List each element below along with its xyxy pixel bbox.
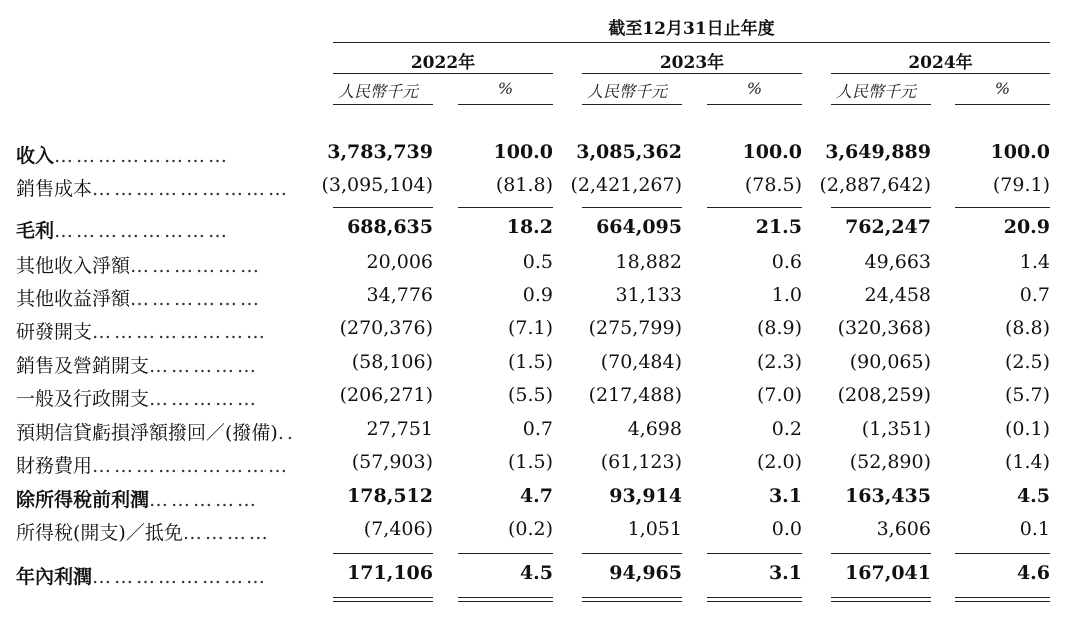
leader-dots: …………………… xyxy=(92,566,269,588)
cell-amount-2023: 4,698 xyxy=(627,418,682,440)
row-label-text: 財務費用 xyxy=(16,455,93,477)
subtotal-rule xyxy=(955,553,1050,554)
cell-amount-2023: (70,484) xyxy=(600,351,682,373)
subtotal-rule xyxy=(458,207,553,208)
cell-pct-2023: (8.9) xyxy=(756,317,802,339)
cell-pct-2022: (5.5) xyxy=(507,384,553,406)
cell-amount-2023: (61,123) xyxy=(600,451,682,473)
total-double-rule xyxy=(582,597,682,602)
cell-amount-2022: 34,776 xyxy=(366,284,433,306)
leader-dots: …………………… xyxy=(92,321,269,343)
cell-amount-2022: (58,106) xyxy=(351,351,433,373)
cell-amount-2024: 3,606 xyxy=(876,518,931,540)
row-label xyxy=(16,284,306,311)
cell-amount-2022: (270,376) xyxy=(339,317,433,339)
unit-pct-2024: % xyxy=(994,79,1011,98)
cell-pct-2024: (0.1) xyxy=(1004,418,1050,440)
subtotal-rule xyxy=(458,553,553,554)
row-label-text: 年內利潤 xyxy=(16,566,93,588)
cell-pct-2022: 0.9 xyxy=(522,284,553,306)
cell-amount-2023: 18,882 xyxy=(615,251,682,273)
cell-amount-2024: (1,351) xyxy=(861,418,931,440)
row-label xyxy=(16,351,306,378)
leader-dots: …………… xyxy=(149,355,260,377)
row-label xyxy=(16,451,306,478)
cell-pct-2022: 18.2 xyxy=(506,216,553,238)
cell-pct-2022: (1.5) xyxy=(507,351,553,373)
cell-amount-2023: 1,051 xyxy=(627,518,682,540)
cell-pct-2024: 20.9 xyxy=(1003,216,1050,238)
row-label xyxy=(16,317,306,344)
unit-rule xyxy=(458,104,553,105)
row-label xyxy=(16,518,306,545)
cell-amount-2024: 24,458 xyxy=(864,284,931,306)
cell-pct-2024: (5.7) xyxy=(1004,384,1050,406)
row-label-text: 銷售及營銷開支 xyxy=(16,355,150,377)
row-label-text: 所得稅(開支)／抵免 xyxy=(16,522,183,544)
header-rule xyxy=(333,42,1050,43)
leader-dots: …………… xyxy=(149,388,260,410)
total-double-rule xyxy=(333,597,433,602)
cell-amount-2022: 20,006 xyxy=(366,251,433,273)
cell-pct-2023: 0.0 xyxy=(771,518,802,540)
subtotal-rule xyxy=(831,553,931,554)
leader-dots: ……………………… xyxy=(92,455,291,477)
total-double-rule xyxy=(831,597,931,602)
cell-amount-2023: (2,421,267) xyxy=(570,174,682,196)
cell-pct-2024: (2.5) xyxy=(1004,351,1050,373)
cell-pct-2023: 100.0 xyxy=(742,141,802,163)
cell-pct-2023: (78.5) xyxy=(744,174,802,196)
cell-amount-2022: 688,635 xyxy=(347,216,433,238)
leader-dots: …………………… xyxy=(54,145,231,167)
cell-amount-2023: 31,133 xyxy=(615,284,682,306)
cell-pct-2023: 0.2 xyxy=(771,418,802,440)
cell-amount-2024: (320,368) xyxy=(837,317,931,339)
total-double-rule xyxy=(458,597,553,602)
cell-amount-2022: (7,406) xyxy=(363,518,433,540)
row-label xyxy=(16,562,306,589)
cell-pct-2022: (1.5) xyxy=(507,451,553,473)
leader-dots: …………… xyxy=(149,489,260,511)
cell-pct-2023: 1.0 xyxy=(771,284,802,306)
unit-rule xyxy=(582,104,682,105)
subtotal-rule xyxy=(955,207,1050,208)
unit-rule xyxy=(831,104,931,105)
row-label-text: 銷售成本 xyxy=(16,178,93,200)
row-label xyxy=(16,141,306,168)
unit-pct-2022: % xyxy=(497,79,514,98)
cell-amount-2022: (57,903) xyxy=(351,451,433,473)
leader-dots: ………… xyxy=(182,522,271,544)
year-2022-rule xyxy=(333,73,553,74)
leader-dots: ……………… xyxy=(130,255,263,277)
total-double-rule xyxy=(955,597,1050,602)
subtotal-rule xyxy=(707,207,802,208)
cell-amount-2022: 178,512 xyxy=(347,485,433,507)
cell-amount-2023: 93,914 xyxy=(609,485,682,507)
cell-pct-2024: 0.7 xyxy=(1019,284,1050,306)
year-2022-header: 2022年 xyxy=(410,53,476,73)
cell-amount-2022: (206,271) xyxy=(339,384,433,406)
cell-pct-2022: (81.8) xyxy=(495,174,553,196)
unit-rule xyxy=(707,104,802,105)
cell-pct-2022: (0.2) xyxy=(507,518,553,540)
year-2024-rule xyxy=(831,73,1050,74)
cell-pct-2024: 4.6 xyxy=(1016,562,1050,584)
row-label xyxy=(16,485,306,512)
leader-dots: ……………… xyxy=(130,288,263,310)
cell-pct-2022: (7.1) xyxy=(507,317,553,339)
cell-pct-2022: 0.5 xyxy=(522,251,553,273)
cell-pct-2022: 100.0 xyxy=(493,141,553,163)
cell-amount-2023: (217,488) xyxy=(588,384,682,406)
unit-rule xyxy=(955,104,1050,105)
row-label-text: 研發開支 xyxy=(16,321,93,343)
unit-amount-2022: 人民幣千元 xyxy=(338,82,419,101)
year-2023-rule xyxy=(582,73,802,74)
unit-rule xyxy=(333,104,433,105)
cell-amount-2024: 167,041 xyxy=(845,562,931,584)
cell-pct-2022: 4.5 xyxy=(519,562,553,584)
row-label-text: 除所得稅前利潤 xyxy=(16,489,150,511)
cell-amount-2024: (208,259) xyxy=(837,384,931,406)
subtotal-rule xyxy=(333,207,433,208)
cell-pct-2023: (7.0) xyxy=(756,384,802,406)
cell-amount-2024: (2,887,642) xyxy=(819,174,931,196)
cell-amount-2024: (90,065) xyxy=(849,351,931,373)
cell-amount-2022: 27,751 xyxy=(366,418,433,440)
cell-pct-2023: 21.5 xyxy=(755,216,802,238)
row-label-text: 其他收益淨額 xyxy=(16,288,131,310)
cell-amount-2024: 49,663 xyxy=(864,251,931,273)
cell-pct-2023: 0.6 xyxy=(771,251,802,273)
cell-amount-2024: (52,890) xyxy=(849,451,931,473)
cell-amount-2023: (275,799) xyxy=(588,317,682,339)
row-label-text: 預期信貸虧損淨額撥回／(撥備) xyxy=(16,422,278,444)
cell-amount-2022: 171,106 xyxy=(347,562,433,584)
year-2024-header: 2024年 xyxy=(908,53,973,73)
row-label-text: 收入 xyxy=(16,145,55,167)
cell-amount-2024: 163,435 xyxy=(845,485,931,507)
row-label xyxy=(16,251,306,278)
cell-pct-2024: (8.8) xyxy=(1004,317,1050,339)
cell-pct-2024: 0.1 xyxy=(1019,518,1050,540)
subtotal-rule xyxy=(707,553,802,554)
cell-pct-2023: (2.3) xyxy=(756,351,802,373)
unit-amount-2024: 人民幣千元 xyxy=(836,82,917,101)
cell-pct-2022: 4.7 xyxy=(519,485,553,507)
row-label xyxy=(16,216,306,243)
cell-amount-2022: (3,095,104) xyxy=(321,174,433,196)
cell-pct-2024: 4.5 xyxy=(1016,485,1050,507)
row-label-text: 其他收入淨額 xyxy=(16,255,131,277)
subtotal-rule xyxy=(582,207,682,208)
cell-amount-2023: 94,965 xyxy=(609,562,682,584)
row-label xyxy=(16,418,306,445)
subtotal-rule xyxy=(831,207,931,208)
cell-pct-2022: 0.7 xyxy=(522,418,553,440)
cell-pct-2024: 1.4 xyxy=(1019,251,1050,273)
unit-amount-2023: 人民幣千元 xyxy=(587,82,668,101)
cell-pct-2024: 100.0 xyxy=(990,141,1050,163)
cell-amount-2024: 3,649,889 xyxy=(825,141,931,163)
subtotal-rule xyxy=(582,553,682,554)
leader-dots: .. xyxy=(277,422,296,444)
cell-pct-2024: (1.4) xyxy=(1004,451,1050,473)
cell-pct-2023: 3.1 xyxy=(768,562,802,584)
cell-amount-2022: 3,783,739 xyxy=(327,141,433,163)
cell-amount-2024: 762,247 xyxy=(845,216,931,238)
period-title: 截至12月31日止年度 xyxy=(608,19,775,39)
cell-pct-2024: (79.1) xyxy=(992,174,1050,196)
cell-pct-2023: 3.1 xyxy=(768,485,802,507)
row-label xyxy=(16,174,306,201)
subtotal-rule xyxy=(333,553,433,554)
total-double-rule xyxy=(707,597,802,602)
row-label-text: 一般及行政開支 xyxy=(16,388,150,410)
year-2023-header: 2023年 xyxy=(659,53,725,73)
leader-dots: …………………… xyxy=(54,220,231,242)
row-label xyxy=(16,384,306,411)
cell-pct-2023: (2.0) xyxy=(756,451,802,473)
cell-amount-2023: 664,095 xyxy=(596,216,682,238)
leader-dots: ……………………… xyxy=(92,178,291,200)
cell-amount-2023: 3,085,362 xyxy=(576,141,682,163)
row-label-text: 毛利 xyxy=(16,220,55,242)
unit-pct-2023: % xyxy=(746,79,763,98)
